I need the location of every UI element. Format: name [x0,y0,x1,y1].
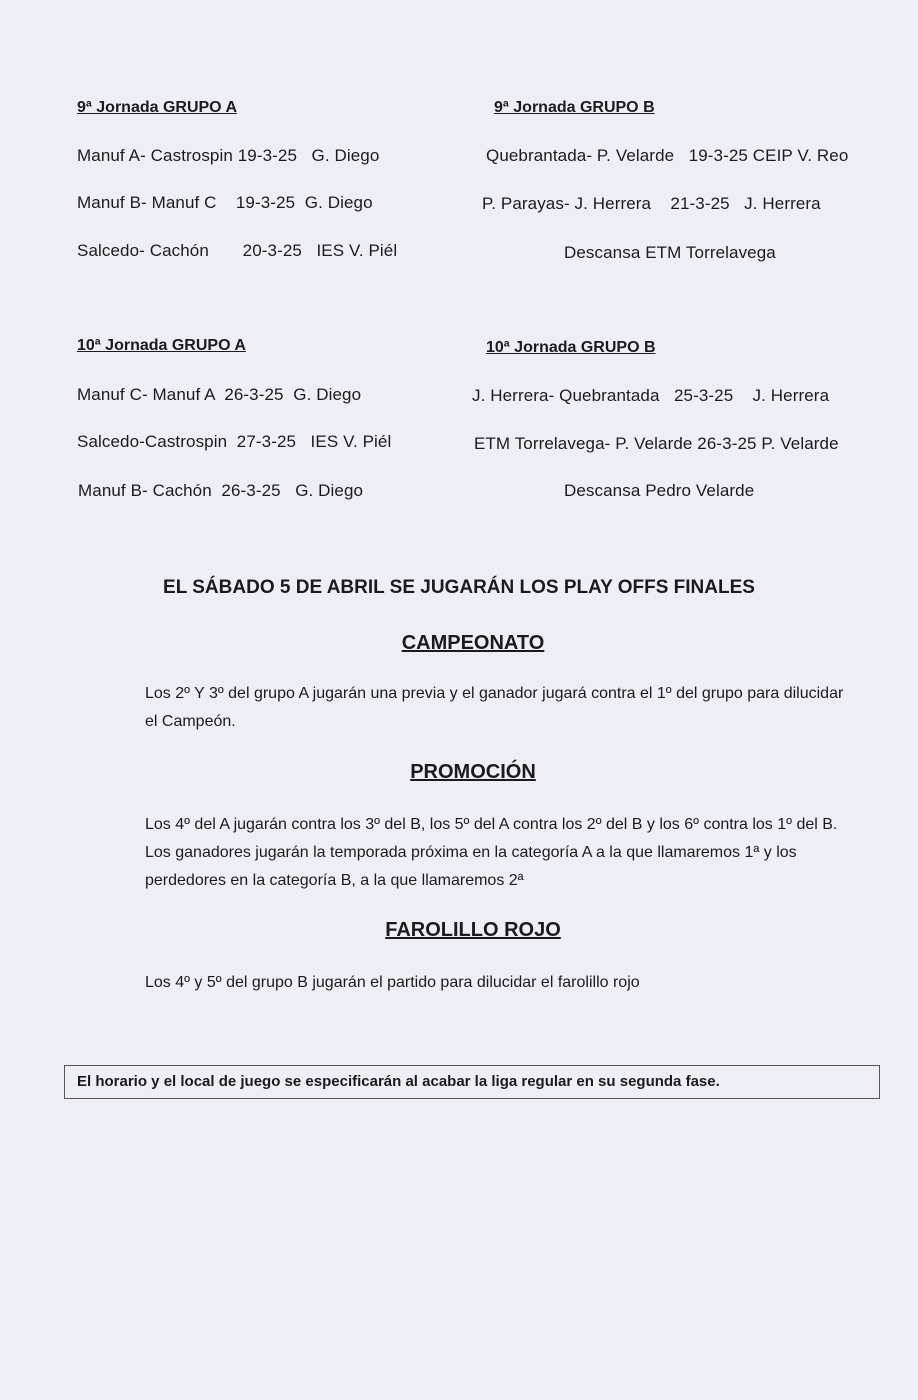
round10-group-a-row-2: Salcedo-Castrospin 27-3-25 IES V. Piél [77,432,392,451]
schedule-note-box [64,1065,880,1099]
round10-group-a-row-3: Manuf B- Cachón 26-3-25 G. Diego [78,481,364,500]
round10-group-a-heading: 10ª Jornada GRUPO A [77,337,246,354]
round10-group-b-row-2: ETM Torrelavega- P. Velarde 26-3-25 P. Velarde [474,434,839,453]
farolillo-heading: FAROLILLO ROJO [385,919,561,941]
round10-group-b-row-3: Descansa Pedro Velarde [564,481,755,500]
campeonato-text: Los 2º Y 3º del grupo A jugarán una previa y el ganador jugará contra el 1º del grupo para dilucidar el Campeón. [145,685,844,730]
round9-group-b-row-2: P. Parayas- J. Herrera 21-3-25 J. Herrera [482,194,821,213]
round9-group-b-heading: 9ª Jornada GRUPO B [494,99,655,116]
round10-group-b-row-1: J. Herrera- Quebrantada 25-3-25 J. Herrera [472,386,830,405]
round9-group-b-row-1: Quebrantada- P. Velarde 19-3-25 CEIP V. Reo [486,146,849,165]
round9-group-a-row-1: Manuf A- Castrospin 19-3-25 G. Diego [77,146,380,165]
round9-group-b-row-3: Descansa ETM Torrelavega [564,243,776,262]
round10-group-a-row-1: Manuf C- Manuf A 26-3-25 G. Diego [77,385,362,404]
playoffs-title: EL SÁBADO 5 DE ABRIL SE JUGARÁN LOS PLAY OFFS FINALES [163,577,755,598]
campeonato-heading: CAMPEONATO [401,632,545,654]
round9-group-a-row-2: Manuf B- Manuf C 19-3-25 G. Diego [77,193,373,212]
round9-group-a-heading: 9ª Jornada GRUPO A [77,99,238,116]
farolillo-text: Los 4º y 5º del grupo B jugarán el partido para dilucidar el farolillo rojo [145,974,640,991]
round9-group-a-row-3: Salcedo- Cachón 20-3-25 IES V. Piél [77,241,398,260]
round10-group-b-heading: 10ª Jornada GRUPO B [486,339,656,356]
schedule-note-text: El horario y el local de juego se especificarán al acabar la liga regular en su segunda fase. [77,1073,720,1090]
promocion-heading: PROMOCIÓN [410,761,536,783]
promocion-text: Los 4º del A jugarán contra los 3º del B, los 5º del A contra los 2º del B y los 6º contra los 1º del B. Los ganadores jugarán la temporada próxima en la categoría A a la que llamaremos 1ª y los perdedores en la categoría B, a la que llamaremos 2ª [145,816,838,889]
